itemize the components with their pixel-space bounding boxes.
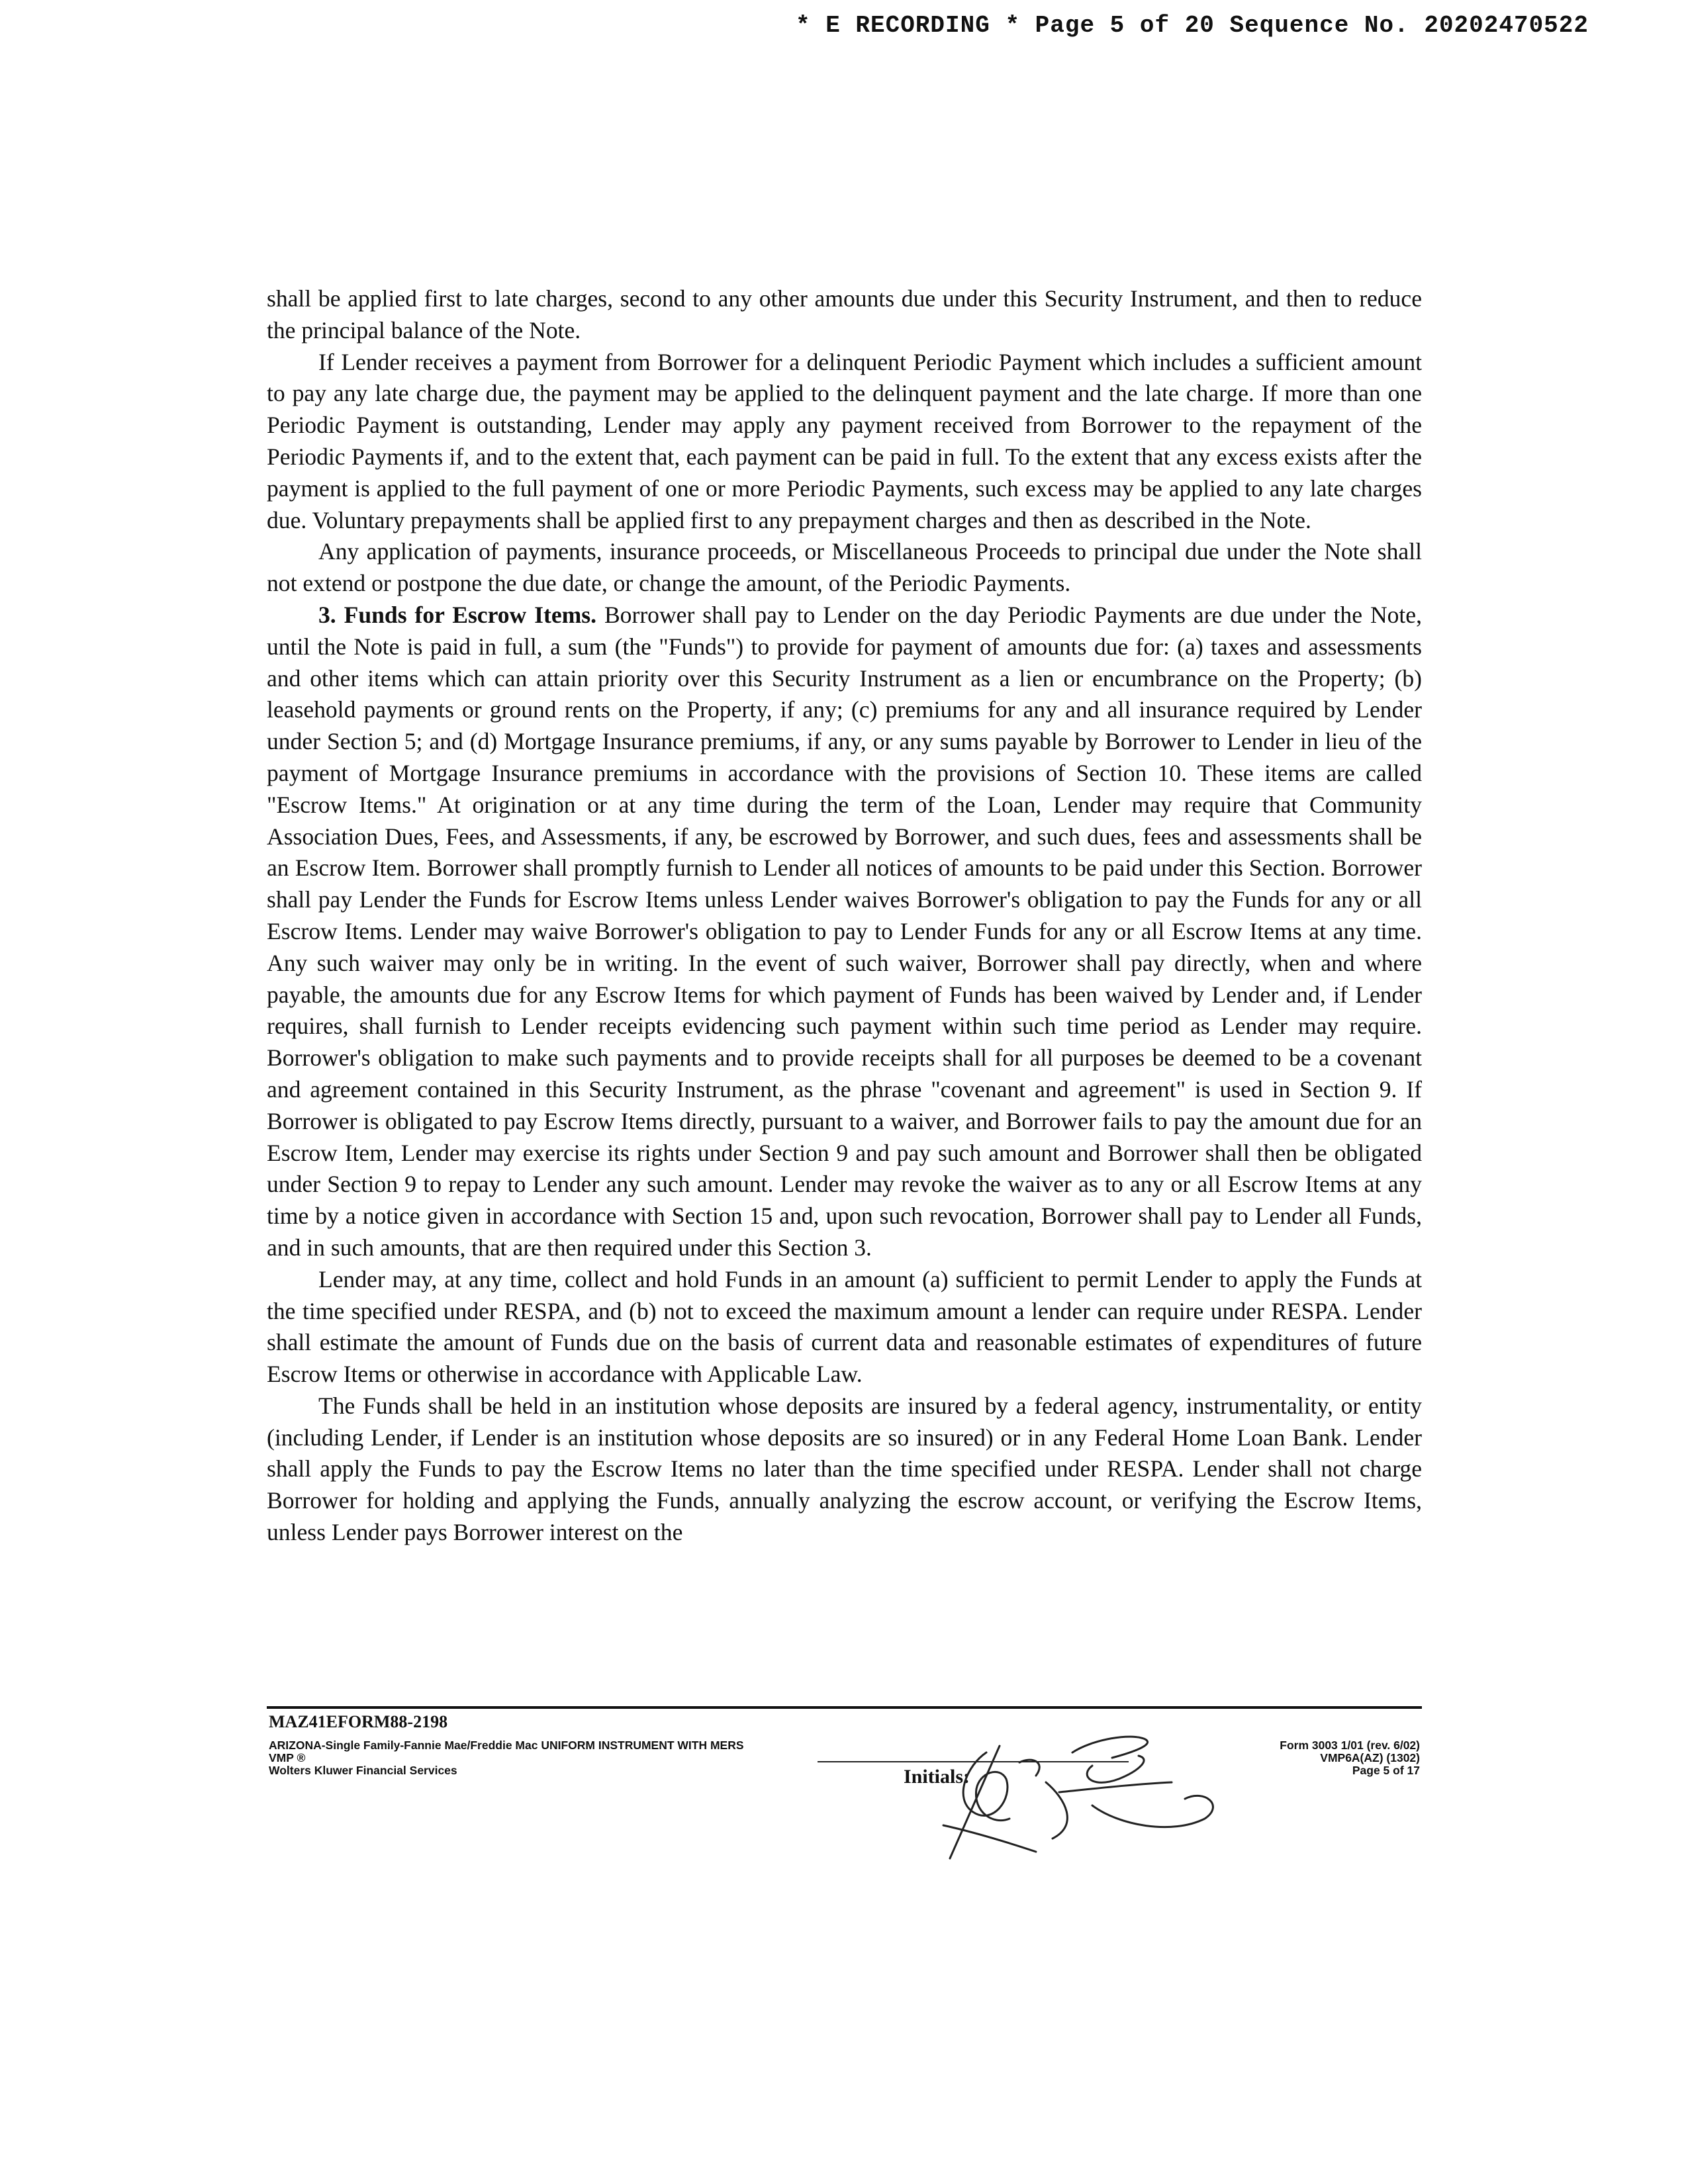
paragraph-text: Any application of payments, insurance proceeds, or Miscellaneous Proceeds to principal due under the Note shall not extend or postpone the due date, or change the amount, of the Periodic Payments. xyxy=(267,538,1422,597)
paragraph xyxy=(267,1390,1422,1549)
paragraph-text: shall be applied first to late charges, second to any other amounts due under this Security Instrument, and then to reduce the principal balance of the Note. xyxy=(267,285,1422,343)
document-body xyxy=(267,283,1422,1549)
paragraph xyxy=(267,347,1422,537)
vmp-code: VMP6A(AZ) (1302) xyxy=(1320,1751,1420,1764)
paragraph-text: The Funds shall be held in an institution whose deposits are insured by a federal agency, instrumentality, or entity (including Lender, if Lender is an institution whose deposits are so insured) or in any Federal Home Loan Bank. Lender shall apply the Funds to pay the Escrow Items no later than the time specified under RESPA. Lender shall not charge Borrower for holding and applying the Funds, annually analyzing the escrow account, or verifying the Escrow Items, unless Lender pays Borrower interest on the xyxy=(267,1392,1422,1546)
footer-divider xyxy=(267,1706,1422,1709)
form-title-line: ARIZONA-Single Family-Fannie Mae/Freddie Mac UNIFORM INSTRUMENT WITH MERS xyxy=(269,1739,744,1752)
form-page-number: Page 5 of 17 xyxy=(1352,1764,1420,1777)
form-number: Form 3003 1/01 (rev. 6/02) xyxy=(1280,1739,1420,1752)
publisher-line: Wolters Kluwer Financial Services xyxy=(269,1764,457,1777)
paragraph xyxy=(267,536,1422,600)
form-number-block xyxy=(1142,1739,1420,1777)
form-id: MAZ41EFORM88-2198 xyxy=(269,1712,448,1731)
paragraph-text: If Lender receives a payment from Borrower for a delinquent Periodic Payment which includes a sufficient amount to pay any late charge due, the payment may be applied to the delinquent payment and the late charge. If more than one Periodic Payment is outstanding, Lender may apply any payment received from Borrower to the repayment of the Periodic Payments if, and to the extent that, each payment can be paid in full. To the extent that any excess exists after the payment is applied to the full payment of one or more Periodic Payments, such excess may be applied to any late charges due. Voluntary prepayments shall be applied first to any prepayment charges and then as described in the Note. xyxy=(267,348,1422,533)
paragraph xyxy=(267,283,1422,347)
paragraph xyxy=(267,1264,1422,1390)
paragraph-text: Lender may, at any time, collect and hold Funds in an amount (a) sufficient to permit Lender to apply the Funds at the time specified under RESPA, and (b) not to exceed the maximum amount a lender can require under RESPA. Lender shall estimate the amount of Funds due on the basis of current data and reasonable estimates of expenditures of future Escrow Items or otherwise in accordance with Applicable Law. xyxy=(267,1265,1422,1388)
initials-label: Initials: xyxy=(904,1766,970,1788)
paragraph-text: Borrower shall pay to Lender on the day Periodic Payments are due under the Note, until the Note is paid in full, a sum (the "Funds") to provide for payment of amounts due for: (a) taxes and assessments and other items which can attain priority over this Security Instrument as a lien or encumbrance on the Property; (b) leasehold payments or ground rents on the Property, if any; (c) premiums for any and all insurance required by Lender under Section 5; and (d) Mortgage Insurance premiums, if any, or any sums payable by Borrower to Lender in lieu of the payment of Mortgage Insurance premiums in accordance with the provisions of Section 10. These items are called "Escrow Items." At origination or at any time during the term of the Loan, Lender may require that Community Association Dues, Fees, and Assessments, if any, be escrowed by Borrower, and such dues, fees and assessments shall be an Escrow Item. Borrower shall promptly furnish to Lender all notices of amounts to be paid under this Section. Borrower shall pay Lender the Funds for Escrow Items unless Lender waives Borrower's obligation to pay the Funds for any or all Escrow Items. Lender may waive Borrower's obligation to pay to Lender Funds for any or all Escrow Items at any time. Any such waiver may only be in writing. In the event of such waiver, Borrower shall pay directly, when and where payable, the amounts due for any Escrow Items for which payment of Funds has been waived by Lender and, if Lender requires, shall furnish to Lender receipts evidencing such payment within such time period as Lender may require. Borrower's obligation to make such payments and to provide receipts shall for all purposes be deemed to be a covenant and agreement contained in this Security Instrument, as the phrase "covenant and agreement" is used in Section 9. If Borrower is obligated to pay Escrow Items directly, pursuant to a waiver, and Borrower fails to pay the amount due for an Escrow Item, Lender may exercise its rights under Section 9 and pay such amount and Borrower shall then be obligated under Section 9 to repay to Lender any such amount. Lender may revoke the waiver as to any or all Escrow Items at any time by a notice given in accordance with Section 15 and, upon such revocation, Borrower shall pay to Lender all Funds, and in such amounts, that are then required under this Section 3. xyxy=(267,601,1422,1261)
recording-header: * E RECORDING * Page 5 of 20 Sequence No. 20202470522 xyxy=(796,12,1589,39)
section-heading: 3. Funds for Escrow Items. xyxy=(318,601,597,628)
paragraph xyxy=(267,600,1422,1264)
form-description xyxy=(269,1739,937,1777)
vmp-line: VMP ® xyxy=(269,1751,306,1764)
